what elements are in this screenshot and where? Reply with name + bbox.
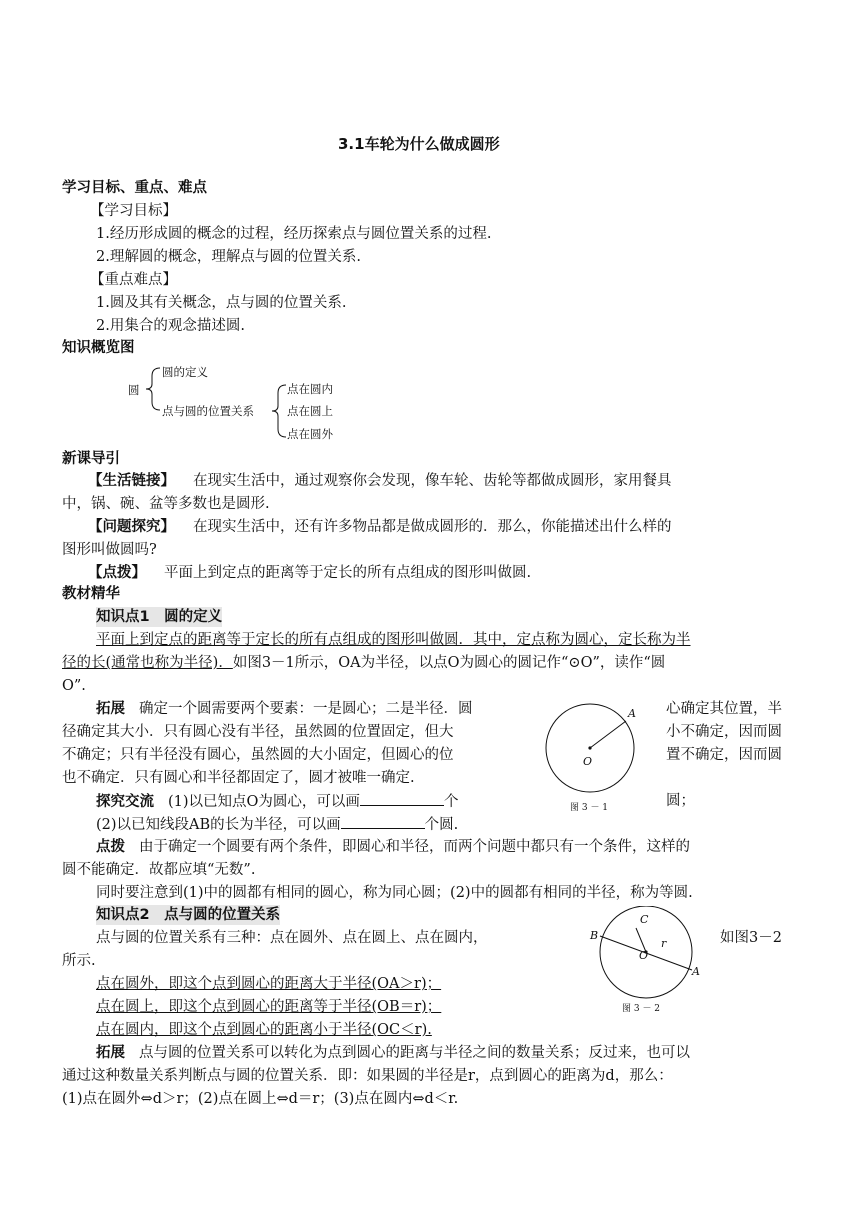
- ext-line-1a: [96, 699, 473, 719]
- kp1-line-1: 平面上到定点的距离等于定长的所有点组成的图形叫做圆．其中，定点称为圆心，定长称为半: [96, 632, 691, 648]
- life-line-1: [88, 471, 672, 491]
- question-line-1: [88, 517, 672, 537]
- goal-1: 1.经历形成圆的概念的过程，经历探索点与圆位置关系的过程.: [96, 226, 492, 242]
- ext2-label: 拓展: [96, 1045, 125, 1061]
- overview-def: 圆的定义: [162, 365, 208, 379]
- kp2-line-1a: 点与圆的位置关系有三种：点在圆外、点在圆上、点在圆内，: [96, 930, 488, 946]
- page-title: 3.1车轮为什么做成圆形: [338, 135, 500, 153]
- key-2: 2.用集合的观念描述圆.: [96, 318, 245, 334]
- blank-2[interactable]: [341, 814, 425, 829]
- tip2-line-2: 圆不能确定．故都应填“无数”.: [62, 862, 256, 878]
- fig1-caption: 图 3 － 1: [570, 803, 609, 813]
- life-label: 【生活链接】: [88, 473, 175, 489]
- kp1-line-2b: 如图3－1所示，OA为半径，以点O为圆心的圆记作“⊙O”，读作“圆: [232, 655, 666, 671]
- ext-label: 拓展: [96, 701, 125, 717]
- kp2-heading: 知识点2 点与圆的位置关系: [96, 907, 281, 923]
- kp1-line-3: O”.: [62, 678, 86, 694]
- explore-line-2: [96, 814, 458, 835]
- ext2-line-3: (1)点在圆外⇔d＞r；(2)点在圆上⇔d＝r；(3)点在圆内⇔d＜r.: [62, 1091, 459, 1107]
- tip-label: 【点拨】: [88, 565, 146, 581]
- kp1-line-2a: 径的长(通常也称为半径)．: [62, 655, 233, 671]
- tip2-text-1: 由于确定一个圆要有两个条件，即圆心和半径，而两个问题中都只有一个条件，这样的: [139, 839, 690, 855]
- key-1: 1.圆及其有关概念，点与圆的位置关系.: [96, 295, 347, 311]
- kp2-line-1b: 如图3－2: [720, 930, 782, 946]
- fig2-label-c: C: [640, 913, 649, 926]
- fig2-label-o: O: [639, 949, 649, 962]
- question-text-2: 图形叫做圆吗?: [62, 542, 157, 558]
- ext-line-3a: 不确定；只有半径没有圆心，虽然圆的大小固定，但圆心的位: [62, 747, 454, 763]
- explore-line-1: [96, 791, 458, 812]
- case-on: 点在圆上，即这个点到圆心的距离等于半径(OB＝r)；: [96, 999, 442, 1015]
- section-heading-goals: 学习目标、重点、难点: [62, 180, 207, 196]
- tip-text: 平面上到定点的距离等于定长的所有点组成的图形叫做圆.: [164, 565, 532, 581]
- ext-line-4: 也不确定．只有圆心和半径都固定了，圆才被唯一确定.: [62, 770, 415, 786]
- ext-line-2a: 径确定其大小．只有圆心没有半径，虽然圆的位置固定，但大: [62, 724, 454, 740]
- overview-root: 圆: [128, 383, 140, 397]
- section-heading-overview: 知识概览图: [62, 340, 135, 356]
- key-label: 【重点难点】: [90, 272, 177, 288]
- ext2-text-1: 点与圆的位置关系可以转化为点到圆心的距离与半径之间的数量关系；反过来，也可以: [139, 1045, 690, 1061]
- tip2-line-1: [96, 837, 690, 857]
- ext-line-2b: 小不确定，因而圆: [666, 724, 782, 740]
- life-text-2: 中，锅、碗、盆等多数也是圆形.: [62, 496, 270, 512]
- goal-label: 【学习目标】: [90, 203, 177, 219]
- ext-line-3b: 置不确定，因而圆: [666, 747, 782, 763]
- kp2-line-2: 所示.: [62, 953, 96, 969]
- section-heading-intro: 新课导引: [62, 451, 120, 467]
- kp1-heading: 知识点1 圆的定义: [96, 609, 223, 625]
- ext-text-1a: 确定一个圆需要两个要素：一是圆心；二是半径．圆: [139, 701, 473, 717]
- explore-text-1c: 圆；: [666, 793, 695, 809]
- overview-on: 点在圆上: [287, 404, 333, 418]
- blank-1[interactable]: [360, 791, 444, 806]
- explore-text-2b: 个圆.: [424, 817, 459, 833]
- life-text-1: 在现实生活中，通过观察你会发现，像车轮、齿轮等都做成圆形，家用餐具: [193, 473, 672, 489]
- explore-text-1a: (1)以已知点O为圆心，可以画: [168, 794, 360, 810]
- fig1-label-o: O: [583, 755, 593, 768]
- fig2-caption: 图 3 － 2: [622, 1004, 661, 1014]
- ext2-line-2: 通过这种数量关系判断点与圆的位置关系．即：如果圆的半径是r，点到圆心的距离为d，那么：: [62, 1068, 673, 1084]
- overview-out: 点在圆外: [287, 427, 333, 441]
- fig2-label-a: A: [692, 965, 700, 978]
- fig2-label-b: B: [590, 929, 599, 942]
- explore-label: 探究交流: [96, 794, 154, 810]
- section-heading-textbook: 教材精华: [62, 586, 120, 602]
- fig1-label-a: A: [628, 707, 636, 720]
- goal-2: 2.理解圆的概念，理解点与圆的位置关系.: [96, 249, 361, 265]
- overview-in: 点在圆内: [287, 382, 333, 396]
- case-outside: 点在圆外，即这个点到圆心的距离大于半径(OA＞r)；: [96, 976, 442, 992]
- fig2-label-r: r: [661, 937, 667, 950]
- note-line: 同时要注意到(1)中的圆都有相同的圆心，称为同心圆；(2)中的圆都有相同的半径，称为等圆.: [96, 885, 693, 901]
- question-text-1: 在现实生活中，还有许多物品都是做成圆形的．那么，你能描述出什么样的: [193, 519, 672, 535]
- tip-line: [88, 563, 531, 583]
- explore-text-2a: (2)以已知线段AB的长为半径，可以画: [96, 817, 341, 833]
- explore-text-1b: 个: [443, 794, 459, 810]
- case-inside: 点在圆内，即这个点到圆心的距离小于半径(OC＜r).: [96, 1022, 432, 1038]
- overview-rel: 点与圆的位置关系: [162, 404, 254, 418]
- kp1-line-2: [62, 653, 665, 673]
- ext2-line-1: [96, 1043, 690, 1063]
- question-label: 【问题探究】: [88, 519, 175, 535]
- ext-line-1b: 心确定其位置，半: [666, 701, 782, 717]
- tip2-label: 点拨: [96, 839, 125, 855]
